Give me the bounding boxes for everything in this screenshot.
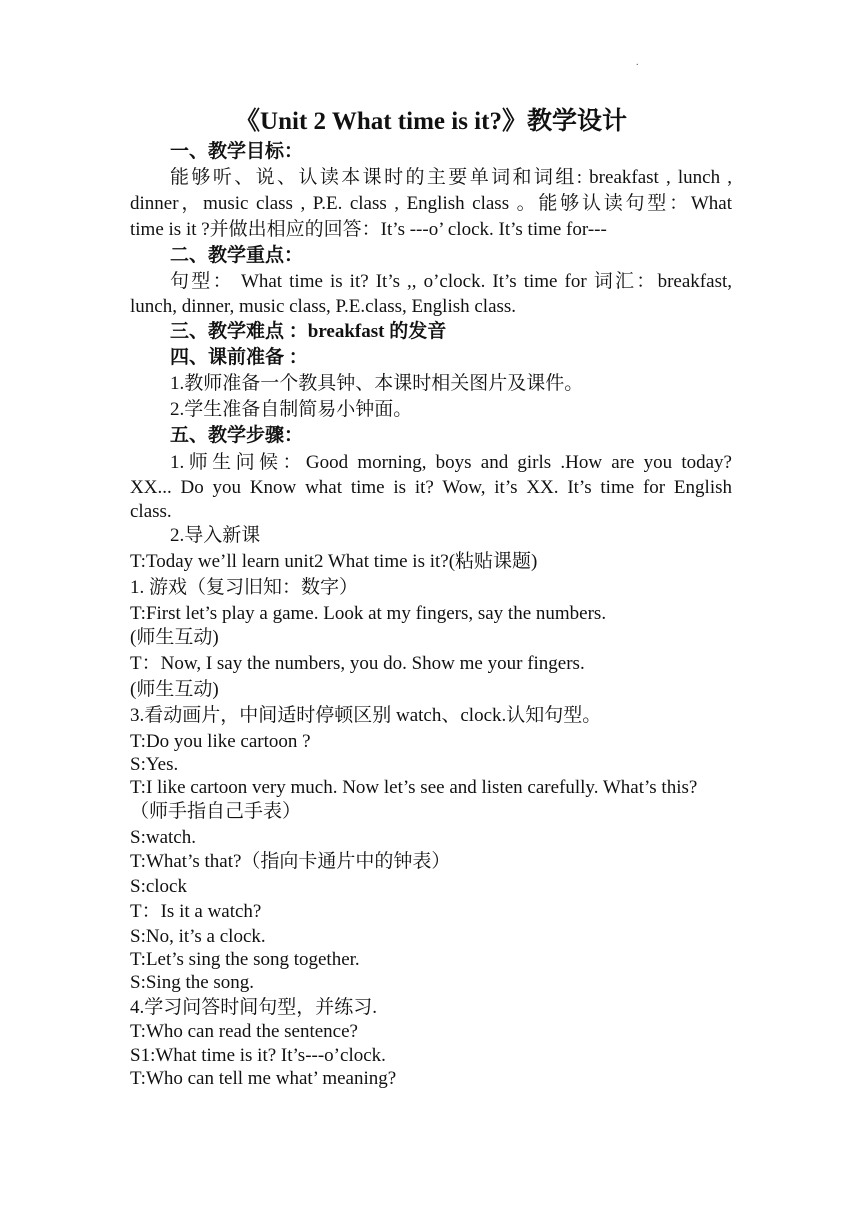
dialogue-line: 1. 游戏（复习旧知：数字） — [130, 577, 359, 598]
section-heading-preparation: 四、课前准备 ： — [170, 347, 308, 368]
section-heading-key-points: 二、教学重点： — [170, 245, 304, 266]
corner-mark: . — [636, 57, 639, 68]
paragraph-line: 句型： What time is it? It’s ,, o’clock. It’s time for 词汇：breakfast, — [170, 271, 732, 292]
dialogue-line: T:Who can read the sentence? — [130, 1021, 358, 1042]
page-title: 《Unit 2 What time is it?》教学设计 — [235, 108, 627, 135]
list-item: 2.导入新课 — [170, 525, 261, 546]
paragraph-line: class. — [130, 501, 172, 522]
dialogue-line: S:Yes. — [130, 754, 179, 775]
section-heading-objectives: 一、教学目标： — [170, 141, 304, 162]
paragraph-line: time is it ?并做出相应的回答：It’s ---o’ clock. It’s time for--- — [130, 219, 607, 240]
dialogue-line: 3.看动画片，中间适时停顿区别 watch、clock.认知句型。 — [130, 705, 602, 726]
dialogue-line: T:Today we’ll learn unit2 What time is it?(粘贴课题) — [130, 551, 538, 572]
paragraph-line: XX... Do you Know what time is it? Wow, it’s XX. It’s time for English — [130, 477, 732, 498]
dialogue-line: T:What’s that?（指向卡通片中的钟表） — [130, 851, 451, 872]
paragraph-line: 能够听、说、认读本课时的主要单词和词组: breakfast , lunch , — [170, 167, 732, 188]
dialogue-line: T:First let’s play a game. Look at my fingers, say the numbers. — [130, 603, 607, 624]
section-heading-difficulty: 三、教学难点 ：breakfast 的发音 — [170, 321, 447, 342]
paragraph-line: dinner，music class , P.E. class , English class 。能够认读句型：What — [130, 193, 732, 214]
dialogue-line: S:clock — [130, 876, 187, 897]
dialogue-line: T:Do you like cartoon ? — [130, 731, 311, 752]
dialogue-line: S:Sing the song. — [130, 972, 255, 993]
paragraph-line: lunch, dinner, music class, P.E.class, English class. — [130, 296, 517, 317]
dialogue-line: (师生互动) — [130, 679, 219, 700]
dialogue-line: S:No, it’s a clock. — [130, 926, 266, 947]
paragraph-line: 1.师生问候：Good morning, boys and girls .How are you today? — [170, 452, 732, 473]
dialogue-line: (师生互动) — [130, 627, 219, 648]
dialogue-line: T:Who can tell me what’ meaning? — [130, 1068, 397, 1089]
dialogue-line: S1:What time is it? It’s---o’clock. — [130, 1045, 386, 1066]
list-item: 2.学生准备自制简易小钟面。 — [170, 399, 413, 420]
dialogue-line: T：Now, I say the numbers, you do. Show me your fingers. — [130, 653, 585, 674]
list-item: 1.教师准备一个教具钟、本课时相关图片及课件。 — [170, 373, 584, 394]
dialogue-line: 4.学习问答时间句型，并练习. — [130, 997, 378, 1018]
dialogue-line: T：Is it a watch? — [130, 901, 262, 922]
dialogue-line: T:I like cartoon very much. Now let’s see and listen carefully. What’s this? — [130, 777, 698, 798]
dialogue-line: S:watch. — [130, 827, 196, 848]
dialogue-line: （师手指自己手表） — [130, 801, 302, 822]
dialogue-line: T:Let’s sing the song together. — [130, 949, 360, 970]
section-heading-steps: 五、教学步骤： — [170, 425, 304, 446]
